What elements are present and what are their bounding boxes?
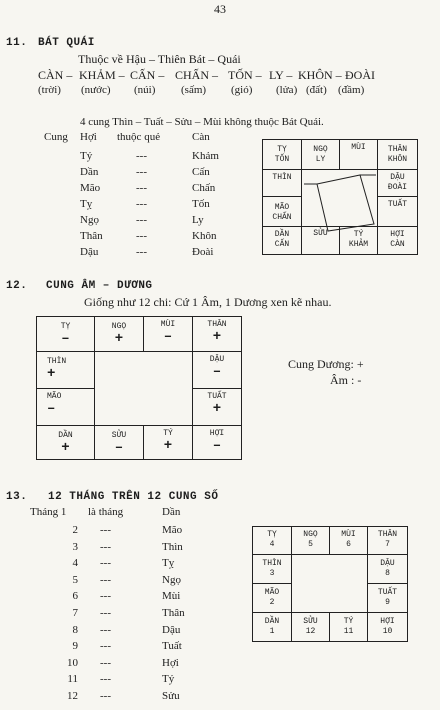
trigram-doai: ĐOÀI xyxy=(345,68,375,82)
cell-name: HỢI xyxy=(380,617,395,626)
list-item: Ngọ xyxy=(162,573,181,586)
cell-name: MÙI xyxy=(160,320,176,329)
list-item: --- xyxy=(100,689,111,702)
table-cell: Tỵ xyxy=(80,198,93,210)
table-cell: --- xyxy=(136,198,147,210)
grid-cell-ty xyxy=(36,316,95,352)
cell-que: CÀN xyxy=(390,240,405,249)
list-item: 5 xyxy=(72,573,78,586)
list-item: --- xyxy=(100,590,111,603)
month-header-la-thang: là tháng xyxy=(88,506,124,518)
cell-name: MÃO xyxy=(47,392,62,401)
cell-name: TUẤT xyxy=(387,200,408,209)
list-item: --- xyxy=(100,606,111,619)
list-item: Thân xyxy=(162,606,185,619)
cell-name: MÙI xyxy=(351,143,366,152)
sign-plus: + xyxy=(212,401,222,417)
grid-cell-hoi xyxy=(367,612,408,642)
cell-name: NGỌ xyxy=(303,530,318,539)
table-cell: Dần xyxy=(80,166,99,178)
grid-cell-tuat xyxy=(367,583,408,613)
grid-cell-mao xyxy=(252,583,292,613)
trigram-kham: KHẢM – xyxy=(79,68,125,82)
grid-cell-ty xyxy=(252,526,292,555)
cell-name: HỢI xyxy=(390,230,405,239)
grid-cell-dan xyxy=(36,425,95,460)
grid-cell-thin xyxy=(36,351,95,389)
list-item: 2 xyxy=(72,524,78,536)
section-12-number: 12. xyxy=(6,280,28,292)
table-cell: Thân xyxy=(80,230,103,242)
cell-name: DẬU xyxy=(390,173,405,182)
cell-name: DẬU xyxy=(209,355,225,364)
table-cell: Dậu xyxy=(80,246,99,258)
grid-cell-ngo xyxy=(94,316,144,352)
sign-minus: – xyxy=(163,329,173,345)
table-cell: Ly xyxy=(192,214,204,226)
cell-name: TỴ xyxy=(60,322,71,331)
meaning-dam: (đầm) xyxy=(338,84,365,96)
table-cell: --- xyxy=(136,246,147,258)
cell-month: 4 xyxy=(269,540,275,549)
table-cell: --- xyxy=(136,150,147,162)
cell-name: TUẤT xyxy=(377,588,398,597)
trigram-ton: TỐN – xyxy=(228,68,262,82)
cell-que: TỐN xyxy=(274,155,290,164)
trigram-can: CÀN – xyxy=(38,68,73,82)
cell-month: 3 xyxy=(269,569,275,578)
rhombus-diagram xyxy=(262,139,418,255)
list-item: --- xyxy=(100,640,111,653)
list-item: --- xyxy=(100,573,111,586)
meaning-nuoc: (nước) xyxy=(81,84,111,96)
meaning-lua: (lửa) xyxy=(276,84,298,96)
table-header-hoi: Hợi xyxy=(80,131,97,143)
grid-cell-tuat xyxy=(192,388,242,426)
cell-que: ĐOÀI xyxy=(387,183,408,192)
grid-cell-thin xyxy=(252,554,292,584)
list-item: --- xyxy=(100,557,111,570)
grid-cell-than xyxy=(367,526,408,555)
list-item: 12 xyxy=(67,689,78,702)
month-header-dan: Dần xyxy=(162,506,181,518)
cell-name: TUẤT xyxy=(207,392,227,401)
cell-name: THÌN xyxy=(272,173,292,182)
cell-month: 12 xyxy=(305,627,316,636)
cell-month: 11 xyxy=(343,627,354,636)
list-item: 7 xyxy=(72,606,78,619)
list-item: Tý xyxy=(162,673,175,686)
list-item: --- xyxy=(100,656,111,669)
trigram-khon: KHÔN – xyxy=(298,68,342,82)
cell-month: 2 xyxy=(269,598,275,607)
section-12-line1: Giống như 12 chi: Cứ 1 Âm, 1 Dương xen kẽ nhau. xyxy=(84,295,332,309)
sign-minus: – xyxy=(47,401,56,417)
cell-month: 7 xyxy=(385,540,390,549)
list-item: Mùi xyxy=(162,590,181,603)
month-col-dash xyxy=(100,522,111,705)
month-header-thang: Tháng 1 xyxy=(30,506,67,518)
table-header-cung: Cung xyxy=(44,131,68,143)
table-cell: Mão xyxy=(80,182,101,194)
list-item: --- xyxy=(100,623,111,636)
bat-quai-grid xyxy=(262,139,418,255)
table-col-que xyxy=(192,148,219,260)
sign-plus: + xyxy=(163,438,173,454)
table-cell: Tốn xyxy=(192,198,210,210)
list-item: Sửu xyxy=(162,689,180,702)
cell-name: TỴ xyxy=(277,145,287,154)
cell-name: SỬU xyxy=(303,617,318,626)
list-item: Dậu xyxy=(162,623,181,636)
cell-name: TÝ xyxy=(163,429,173,438)
sign-minus: – xyxy=(61,331,70,347)
cell-month: 6 xyxy=(346,540,351,549)
table-cell: Tý xyxy=(80,150,93,162)
meaning-troi: (trời) xyxy=(38,84,61,96)
table-cell: Chấn xyxy=(192,182,216,194)
cell-name: HỢI xyxy=(209,429,225,438)
grid-cell-dan xyxy=(252,612,292,642)
section-11-note: 4 cung Thìn – Tuất – Sửu – Mùi không thuộc Bát Quái. xyxy=(80,116,324,128)
sign-plus: + xyxy=(47,366,56,382)
table-cell: Ngọ xyxy=(80,214,99,226)
section-11-number: 11. xyxy=(6,37,28,49)
table-cell: Khôn xyxy=(192,230,217,242)
section-13-title: 12 THÁNG TRÊN 12 CUNG SỐ xyxy=(48,491,219,503)
cell-name: SỬU xyxy=(111,431,127,440)
grid-cell-dau xyxy=(192,351,242,389)
trigram-can2: CẤN – xyxy=(130,68,165,82)
meaning-gio: (gió) xyxy=(231,84,253,96)
list-item: 10 xyxy=(67,656,78,669)
list-item: --- xyxy=(100,524,111,536)
grid-cell-mao xyxy=(36,388,95,426)
grid-cell-ngo xyxy=(291,526,330,555)
cell-month: 1 xyxy=(269,627,275,636)
grid-cell-hoi xyxy=(192,425,242,460)
cell-name: MÃO xyxy=(274,203,290,212)
list-item: --- xyxy=(100,540,111,553)
grid-cell-ty-bottom xyxy=(143,425,193,460)
table-cell: Cấn xyxy=(192,166,210,178)
trigram-chan: CHẤN – xyxy=(175,68,219,82)
table-header-can: Càn xyxy=(192,131,210,143)
list-item: Tỵ xyxy=(162,557,175,570)
cell-name: SỬU xyxy=(313,229,328,238)
grid-cell-mui xyxy=(143,316,193,352)
cell-month: 10 xyxy=(382,627,393,636)
cell-name: NGỌ xyxy=(111,322,127,331)
cell-que: KHÔN xyxy=(387,155,408,164)
sign-minus: – xyxy=(212,364,222,380)
grid-cell-mui xyxy=(329,526,368,555)
table-cell: --- xyxy=(136,166,147,178)
list-item: 6 xyxy=(72,590,78,603)
cell-name: THÂN xyxy=(377,530,398,539)
sign-minus: – xyxy=(212,438,222,454)
sign-plus: + xyxy=(114,331,124,347)
cell-que: LY xyxy=(315,155,326,164)
cell-name: THÌN xyxy=(47,357,67,366)
am-duong-grid xyxy=(36,316,242,460)
cell-que: KHẢM xyxy=(348,240,369,249)
section-13-number: 13. xyxy=(6,491,28,503)
table-cell: --- xyxy=(136,182,147,194)
sign-plus: + xyxy=(212,329,222,345)
cell-month: 5 xyxy=(308,540,313,549)
table-col-cung xyxy=(80,148,103,260)
sign-minus: – xyxy=(114,440,124,456)
cell-name: MÃO xyxy=(264,588,280,597)
section-12-title: CUNG ÂM – DƯƠNG xyxy=(46,280,153,292)
grid-cell-suu xyxy=(94,425,144,460)
list-item: 3 xyxy=(72,540,78,553)
meaning-nui: (núi) xyxy=(134,84,156,96)
cell-que: CẤN xyxy=(274,240,290,249)
meaning-sam: (sấm) xyxy=(181,84,207,96)
cell-name: MÙI xyxy=(341,530,356,539)
table-cell: --- xyxy=(136,214,147,226)
month-col-number xyxy=(66,522,78,705)
list-item: 11 xyxy=(67,673,78,686)
cell-name: DẬU xyxy=(380,559,395,568)
cell-name: TÝ xyxy=(343,617,354,626)
month-col-cung xyxy=(162,522,185,705)
legend-am: Âm : - xyxy=(330,373,362,387)
cell-name: THÌN xyxy=(262,559,282,568)
list-item: 8 xyxy=(72,623,78,636)
cell-name: TỴ xyxy=(267,530,277,539)
page-number: 43 xyxy=(214,2,226,16)
grid-cell-suu xyxy=(291,612,330,642)
cell-month: 9 xyxy=(385,598,390,607)
cell-que: CHẤN xyxy=(272,213,292,222)
list-item: --- xyxy=(100,673,111,686)
month-grid xyxy=(252,526,408,642)
table-header-thuoc-que: thuộc quẻ xyxy=(117,131,161,143)
table-col-dash xyxy=(136,148,147,260)
section-11-title: BÁT QUÁI xyxy=(38,37,95,49)
grid-cell-than xyxy=(192,316,242,352)
legend-duong: Cung Dương: + xyxy=(288,357,364,371)
grid-cell-dau xyxy=(367,554,408,584)
table-cell: Đoài xyxy=(192,246,214,258)
cell-name: THÂN xyxy=(387,145,408,154)
section-11-line1: Thuộc về Hậu – Thiên Bát – Quái xyxy=(78,52,241,66)
cell-name: DẦN xyxy=(58,431,73,440)
list-item: Mão xyxy=(162,524,183,536)
cell-name: TÝ xyxy=(353,230,364,239)
cell-name: NGỌ xyxy=(313,145,328,154)
grid-cell-ty-bottom xyxy=(329,612,368,642)
cell-name: DẦN xyxy=(274,230,290,239)
list-item: Thìn xyxy=(162,540,183,553)
meaning-dat: (đất) xyxy=(306,84,327,96)
list-item: Tuất xyxy=(162,640,182,653)
list-item: 9 xyxy=(72,640,78,653)
cell-name: DẦN xyxy=(264,617,280,626)
cell-month: 8 xyxy=(385,569,390,578)
list-item: Hợi xyxy=(162,656,179,669)
table-cell: Khảm xyxy=(192,150,219,162)
list-item: 4 xyxy=(72,557,78,570)
table-cell: --- xyxy=(136,230,147,242)
trigram-ly: LY – xyxy=(269,68,293,82)
cell-name: THÂN xyxy=(207,320,227,329)
sign-plus: + xyxy=(61,440,70,456)
